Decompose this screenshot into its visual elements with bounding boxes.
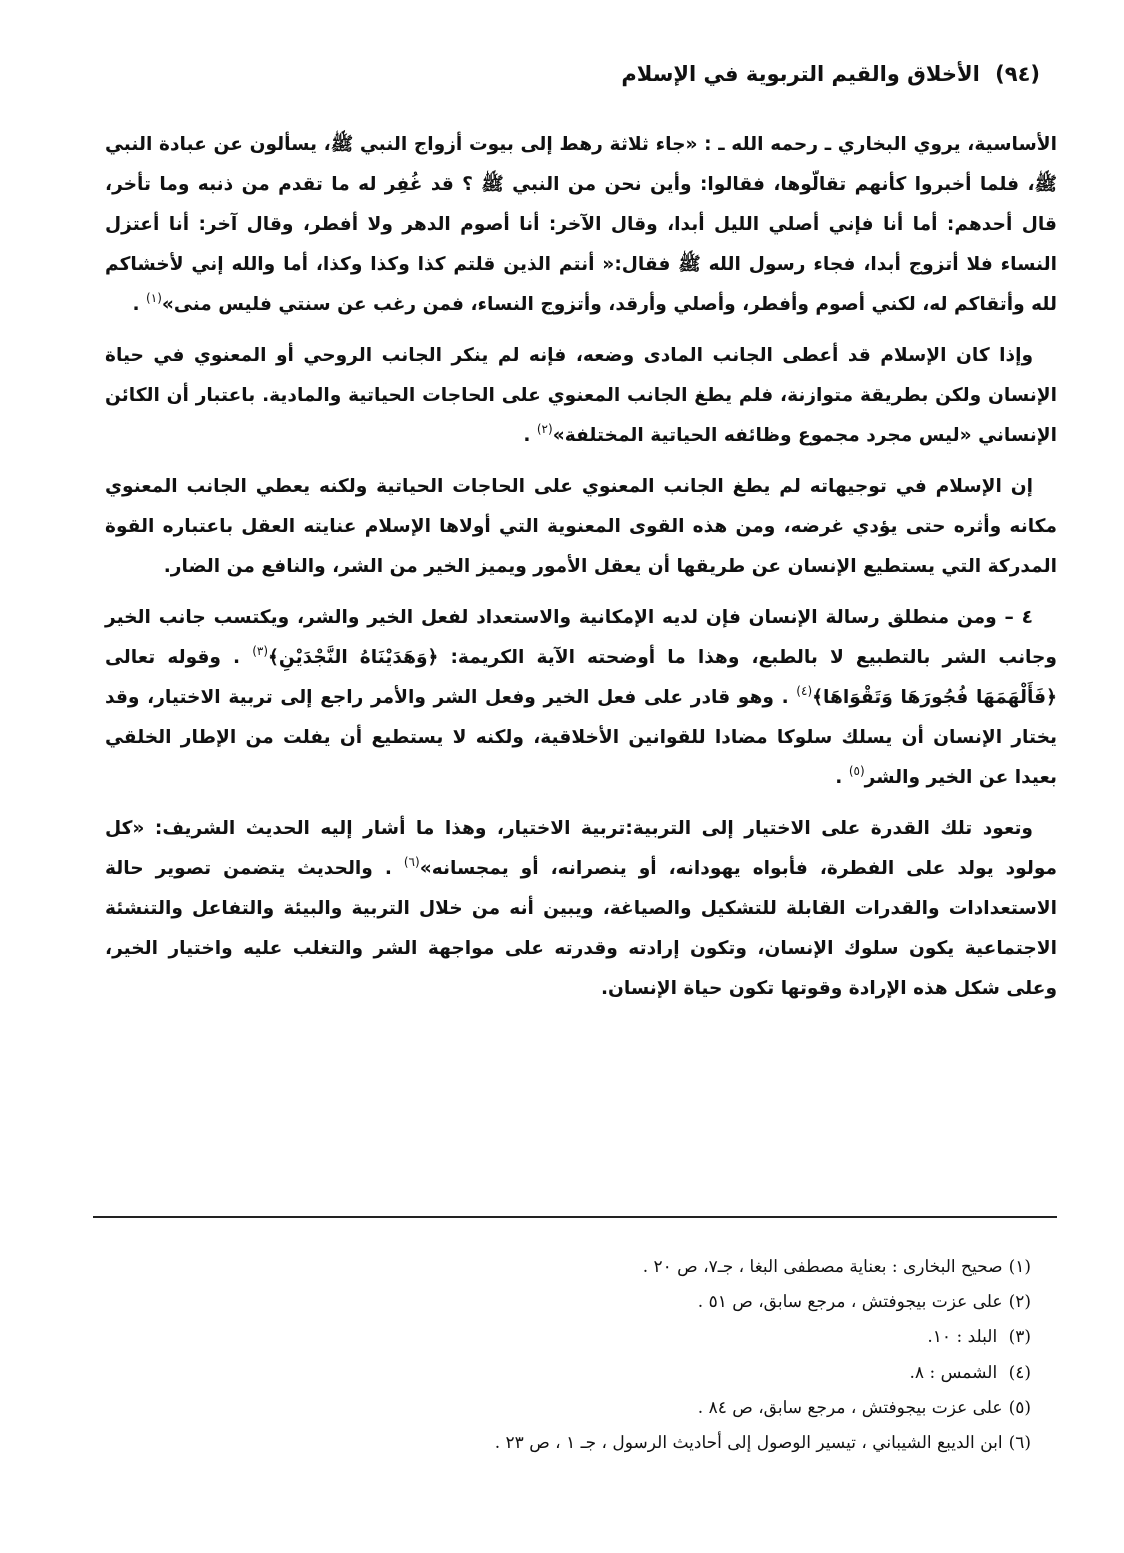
footnote-text: البلد : ١٠. [927, 1327, 1003, 1348]
footnote-text: الشمس : ٨. [909, 1362, 1003, 1383]
footnote-item [131, 1426, 1031, 1461]
paragraph-text: الأساسية، يروي البخاري ـ رحمه الله ـ : «جاء ثلاثة رهط إلى بيوت أزواج النبي ﷺ، يسألون عن عبادة النبي ﷺ، فلما أخبروا كأنهم تقالّوها، فقالوا: وأين نحن من النبي ﷺ ؟ قد غُفِر له ما تقدم من ذنبه وما تأخر، قال أحدهم: أما أنا فإني أصلي الليل أبدا، وقال الآخر: أنا أصوم الدهر ولا أفطر، وقال آخر: أنا أعتزل النساء فلا أتزوج أبدا، فجاء رسول الله ﷺ فقال:« أنتم الذين قلتم كذا وكذا وكذا، أما والله إني لأخشاكم لله وأتقاكم له، لكني أصوم وأفطر، وأصلي وأرقد، وأتزوج النساء، فمن رغب عن سنتي فليس منى» [105, 134, 1057, 315]
paragraph-trailing: . [835, 767, 849, 788]
footnote-number: (٣) [1008, 1327, 1031, 1348]
running-header [621, 58, 1040, 90]
paragraph [105, 598, 1057, 798]
paragraph-text: إن الإسلام في توجيهاته لم يطغ الجانب المعنوي على الحاجات الحياتية ولكنه يعطي الجانب المعنوي مكانه وأثره حتى يؤدي غرضه، ومن هذه القوى المعنوية التي أولاها الإسلام عنايته العقل باعتباره القوة المدركة التي يستطيع الإنسان عن طريقها أن يعقل الأمور ويميز الخير من الشر، والنافع من الضار. [105, 476, 1057, 577]
footnote-ref[interactable]: (٤) [796, 684, 813, 698]
footnote-number: (٤) [1008, 1362, 1031, 1383]
footnote-text: على عزت بيجوفتش ، مرجع سابق، ص ٨٤ . [697, 1397, 1003, 1418]
footnote-ref[interactable]: (٢) [536, 422, 553, 436]
paragraph [105, 125, 1057, 325]
paragraph-trailing: . والحديث يتضمن تصوير حالة الاستعدادات والقدرات القابلة للتشكيل والصياغة، ويبين أنه من خلال التربية والبيئة والتفاعل والتنشئة الاجتماعية يكون سلوك الإنسان، وتكون إرادته وقدرته على مواجهة الشر والتغلب عليه واختيار الخير، وعلى شكل هذه الإرادة وقوتها تكون حياة الإنسان. [105, 858, 1057, 999]
paragraph [105, 467, 1057, 587]
footnote-item [131, 1356, 1031, 1391]
footnote-text: ابن الديبع الشيباني ، تيسير الوصول إلى أحاديث الرسول ، جـ ١ ، ص ٢٣ . [494, 1433, 1003, 1454]
footnote-text: صحيح البخارى : بعناية مصطفى البغا ، جـ٧، ص ٢٠ . [642, 1257, 1003, 1277]
book-title: الأخلاق والقيم التربوية في الإسلام [621, 62, 980, 86]
paragraph-text: ٤ – ومن منطلق رسالة الإنسان فإن لديه الإمكانية والاستعداد لفعل الخير والشر، ويكتسب جانب الخير وجانب الشر بالتطبيع لا بالطبع، وهذا ما أوضحته الآية الكريمة: ﴿وَهَدَيْنَاهُ النَّجْدَيْنِ﴾ [105, 607, 1057, 668]
footnote-ref[interactable]: (١) [146, 291, 162, 305]
page-number: (٩٤) [995, 62, 1040, 86]
footnote-separator [93, 1216, 1057, 1218]
footnote-ref[interactable]: (٣) [252, 644, 269, 658]
footnote-text: على عزت بيجوفتش ، مرجع سابق، ص ٥١ . [697, 1292, 1003, 1313]
footnote-ref[interactable]: (٦) [403, 855, 420, 869]
footnote-number: (٦) [1008, 1433, 1031, 1454]
footnote-ref[interactable]: (٥) [848, 764, 865, 778]
paragraph-trailing: . وهو قادر على فعل الخير وفعل الشر والأمر راجع إلى تربية الاختيار، وقد يختار الإنسان أن يسلك سلوكا مضادا للقوانين الأخلاقية، ولكنه لا يستطيع أن يفلت من الإطار الخلقي بعيدا عن الخير والشر [105, 687, 1057, 788]
paragraph [105, 336, 1057, 456]
footnote-item [131, 1250, 1031, 1285]
paragraph-trailing: . [132, 294, 147, 315]
footnote-item [131, 1320, 1031, 1355]
footnote-item [131, 1391, 1031, 1426]
paragraph-trailing: . وقوله تعالى ﴿فَأَلْهَمَهَا فُجُورَهَا وَتَقْوَاهَا﴾ [105, 647, 1057, 708]
footnote-item [131, 1285, 1031, 1320]
paragraph-text: وإذا كان الإسلام قد أعطى الجانب المادى وضعه، فإنه لم ينكر الجانب الروحي أو المعنوي في حياة الإنسان ولكن بطريقة متوازنة، فلم يطغ الجانب المعنوي على الحاجات الحياتية والمادية. باعتبار أن الكائن الإنساني «ليس مجرد مجموع وظائفه الحياتية المختلفة» [105, 345, 1057, 446]
footnotes-list [131, 1250, 1031, 1461]
footnote-number: (٥) [1008, 1397, 1031, 1418]
footnote-number: (٢) [1008, 1292, 1031, 1313]
footnote-number: (١) [1008, 1257, 1031, 1277]
paragraph [105, 809, 1057, 1009]
paragraph-trailing: . [523, 425, 537, 446]
body-text [105, 125, 1057, 1020]
paragraph-text: وتعود تلك القدرة على الاختيار إلى التربية:تربية الاختيار، وهذا ما أشار إليه الحديث الشريف: «كل مولود يولد على الفطرة، فأبواه يهودانه، أو ينصرانه، أو يمجسانه» [105, 818, 1057, 879]
